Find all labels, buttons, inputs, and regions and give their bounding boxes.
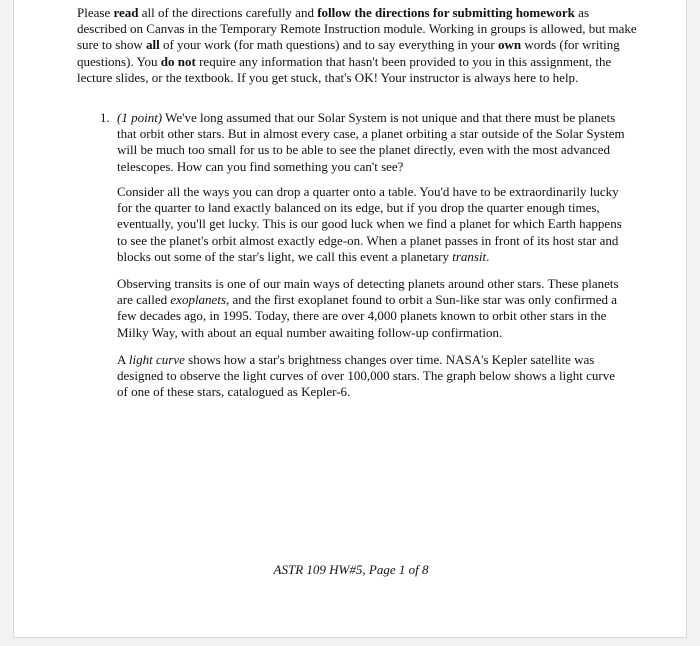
question-text: , and the first exoplanet found to orbit a Sun-like star was only confirmed a few decades ago, in 1995. Today, there are over 4,000 planets known to orbit other stars in the Milky Way, with about an equal number awaiting follow-up confirmation. bbox=[117, 292, 617, 340]
question-text: . bbox=[486, 248, 490, 264]
page-footer: ASTR 109 HW#5, Page 1 of 8 bbox=[273, 562, 429, 577]
question-text: shows how a star's brightness changes over time. NASA's Kepler satellite was designed to observe the light curves of over 100,000 stars. The graph below shows a light curve of one of these stars, catalogued as Kepler-6. bbox=[117, 352, 615, 400]
question-paragraph-1 bbox=[117, 110, 629, 175]
question-paragraph-4 bbox=[117, 352, 629, 401]
intro-text: require any information that hasn't been provided to you in this assignment, the lecture slides, or the textbook. If you get stuck, that's OK! Your instructor is always here to help. bbox=[77, 53, 612, 85]
intro-bold-all: all bbox=[145, 37, 160, 53]
question-text: We've long assumed that our Solar System is not unique and that there must be planets that orbit other stars. But in almost every case, a planet orbiting a star outside of the Solar System will be much too small for us to be able to see the planet directly, even with the most advanced telescopes. How can you find something you can't see? bbox=[117, 110, 625, 174]
question-text: Consider all the ways you can drop a quarter onto a table. You'd have to be extraordinarily lucky for the quarter to land exactly balanced on its edge, but if you drop the quarter enough times, eventually, you'll get lucky. This is our good luck when we find a planet for which Earth happens to see the planet's orbit almost exactly edge-on. When a planet passes in front of its host star and blocks out some of the star's light, we call this event a planetary bbox=[117, 184, 622, 264]
intro-bold-own: own bbox=[498, 37, 522, 53]
term-exoplanets: exoplanets bbox=[170, 292, 226, 308]
intro-bold-read: read bbox=[113, 5, 139, 20]
intro-bold-follow-directions: follow the directions for submitting homework bbox=[317, 5, 575, 20]
intro-text: all of the directions carefully and bbox=[138, 5, 318, 20]
intro-text: as described on Canvas in the Temporary Remote Instruction module. Working in groups is allowed, but make sure to show bbox=[77, 5, 637, 53]
intro-text: of your work (for math questions) and to say everything in your bbox=[159, 37, 498, 53]
term-light-curve: light curve bbox=[128, 352, 185, 367]
intro-bold-do-not: do not bbox=[160, 53, 196, 69]
question-text: A bbox=[117, 352, 129, 367]
question-paragraph-3 bbox=[117, 276, 629, 341]
question-text: Observing transits is one of our main ways of detecting planets around other stars. These planets are called bbox=[117, 276, 619, 308]
intro-paragraph bbox=[77, 5, 637, 86]
question-paragraph-2 bbox=[117, 184, 629, 265]
question-number: 1. bbox=[100, 110, 110, 125]
term-transit: transit bbox=[452, 248, 487, 264]
intro-text: Please bbox=[77, 5, 114, 20]
question-points: (1 point) bbox=[117, 110, 163, 125]
intro-text: words (for writing questions). You bbox=[77, 37, 620, 69]
document-page bbox=[13, 0, 687, 638]
